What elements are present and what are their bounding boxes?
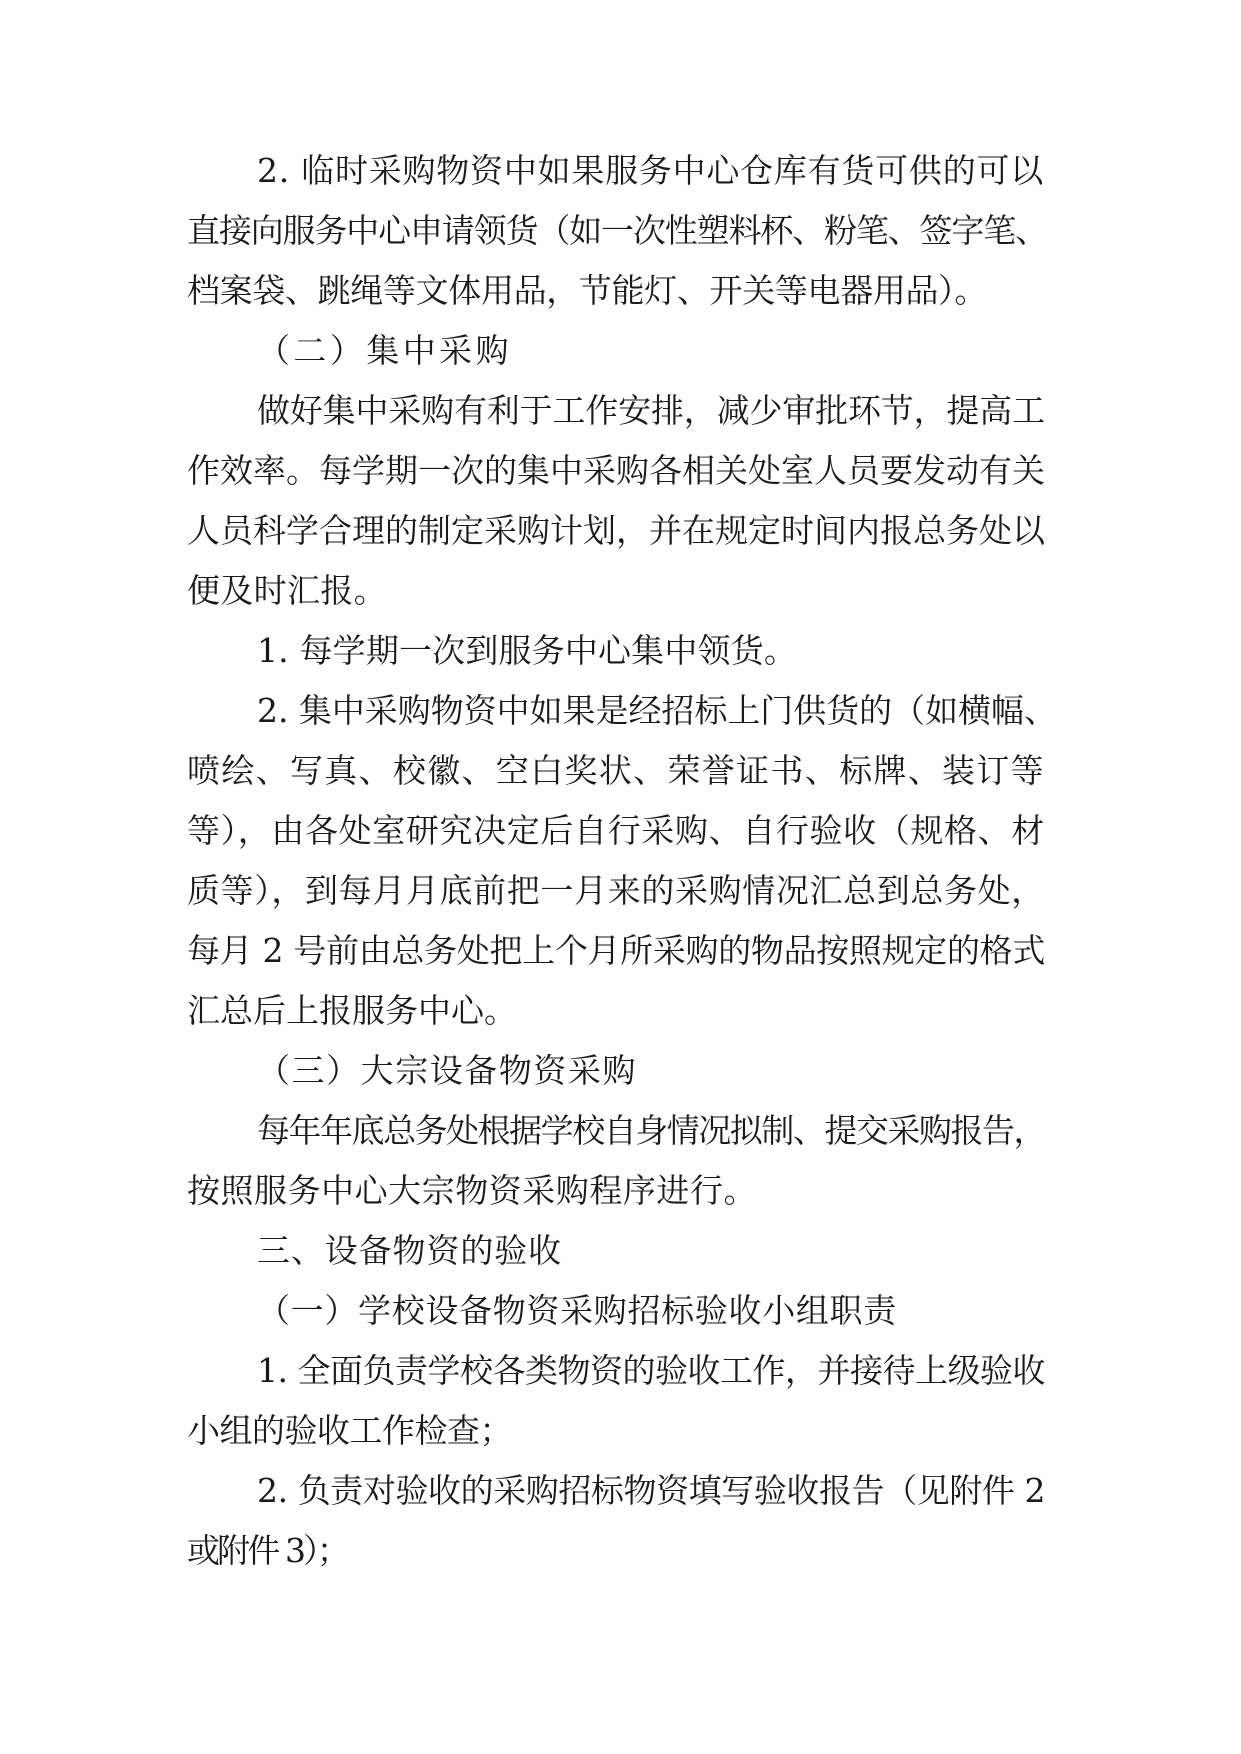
paragraph-line: 人员科学合理的制定采购计划，并在规定时间内报总务处以 bbox=[187, 511, 1045, 550]
paragraph-line: 作效率。每学期一次的集中采购各相关处室人员要发动有关 bbox=[187, 451, 1045, 490]
paragraph-line: 档案袋、跳绳等文体用品，节能灯、开关等电器用品）。 bbox=[187, 271, 988, 310]
paragraph-line: 质等），到每月月底前把一月来的采购情况汇总到总务处， bbox=[187, 871, 1045, 910]
paragraph-line: 2. 集中采购物资中如果是经招标上门供货的（如横幅、 bbox=[257, 691, 1057, 730]
paragraph-line: 便及时汇报。 bbox=[187, 571, 387, 610]
paragraph-line: 1. 全面负责学校各类物资的验收工作，并接待上级验收 bbox=[257, 1351, 1045, 1390]
paragraph-line: 1. 每学期一次到服务中心集中领货。 bbox=[257, 631, 798, 670]
paragraph-line: 做好集中采购有利于工作安排，减少审批环节，提高工 bbox=[257, 391, 1045, 430]
paragraph-line: 直接向服务中心申请领货（如一次性塑料杯、粉笔、签字笔、 bbox=[187, 211, 1047, 250]
paragraph-line: 汇总后上报服务中心。 bbox=[187, 991, 517, 1030]
paragraph-line: 喷绘、写真、校徽、空白奖状、荣誉证书、标牌、装订等 bbox=[187, 751, 1045, 790]
paragraph-line: 小组的验收工作检查； bbox=[187, 1411, 512, 1450]
paragraph-line: 每月 2 号前由总务处把上个月所采购的物品按照规定的格式 bbox=[187, 931, 1046, 970]
paragraph-line: 或附件 3）； bbox=[187, 1531, 347, 1570]
section-heading: （二）集中采购 bbox=[257, 331, 513, 370]
section-heading: （三）大宗设备物资采购 bbox=[257, 1051, 638, 1090]
section-heading: 三、设备物资的验收 bbox=[257, 1231, 563, 1270]
paragraph-line: 2. 临时采购物资中如果服务中心仓库有货可供的可以 bbox=[257, 151, 1044, 190]
paragraph-line: 2. 负责对验收的采购招标物资填写验收报告（见附件 2 bbox=[257, 1471, 1046, 1510]
paragraph-line: 等），由各处室研究决定后自行采购、自行验收（规格、材 bbox=[187, 811, 1045, 850]
paragraph-line: 按照服务中心大宗物资采购程序进行。 bbox=[187, 1171, 758, 1210]
section-heading: （一）学校设备物资采购招标验收小组职责 bbox=[257, 1291, 897, 1330]
paragraph-line: 每年年底总务处根据学校自身情况拟制、提交采购报告， bbox=[257, 1111, 1046, 1150]
